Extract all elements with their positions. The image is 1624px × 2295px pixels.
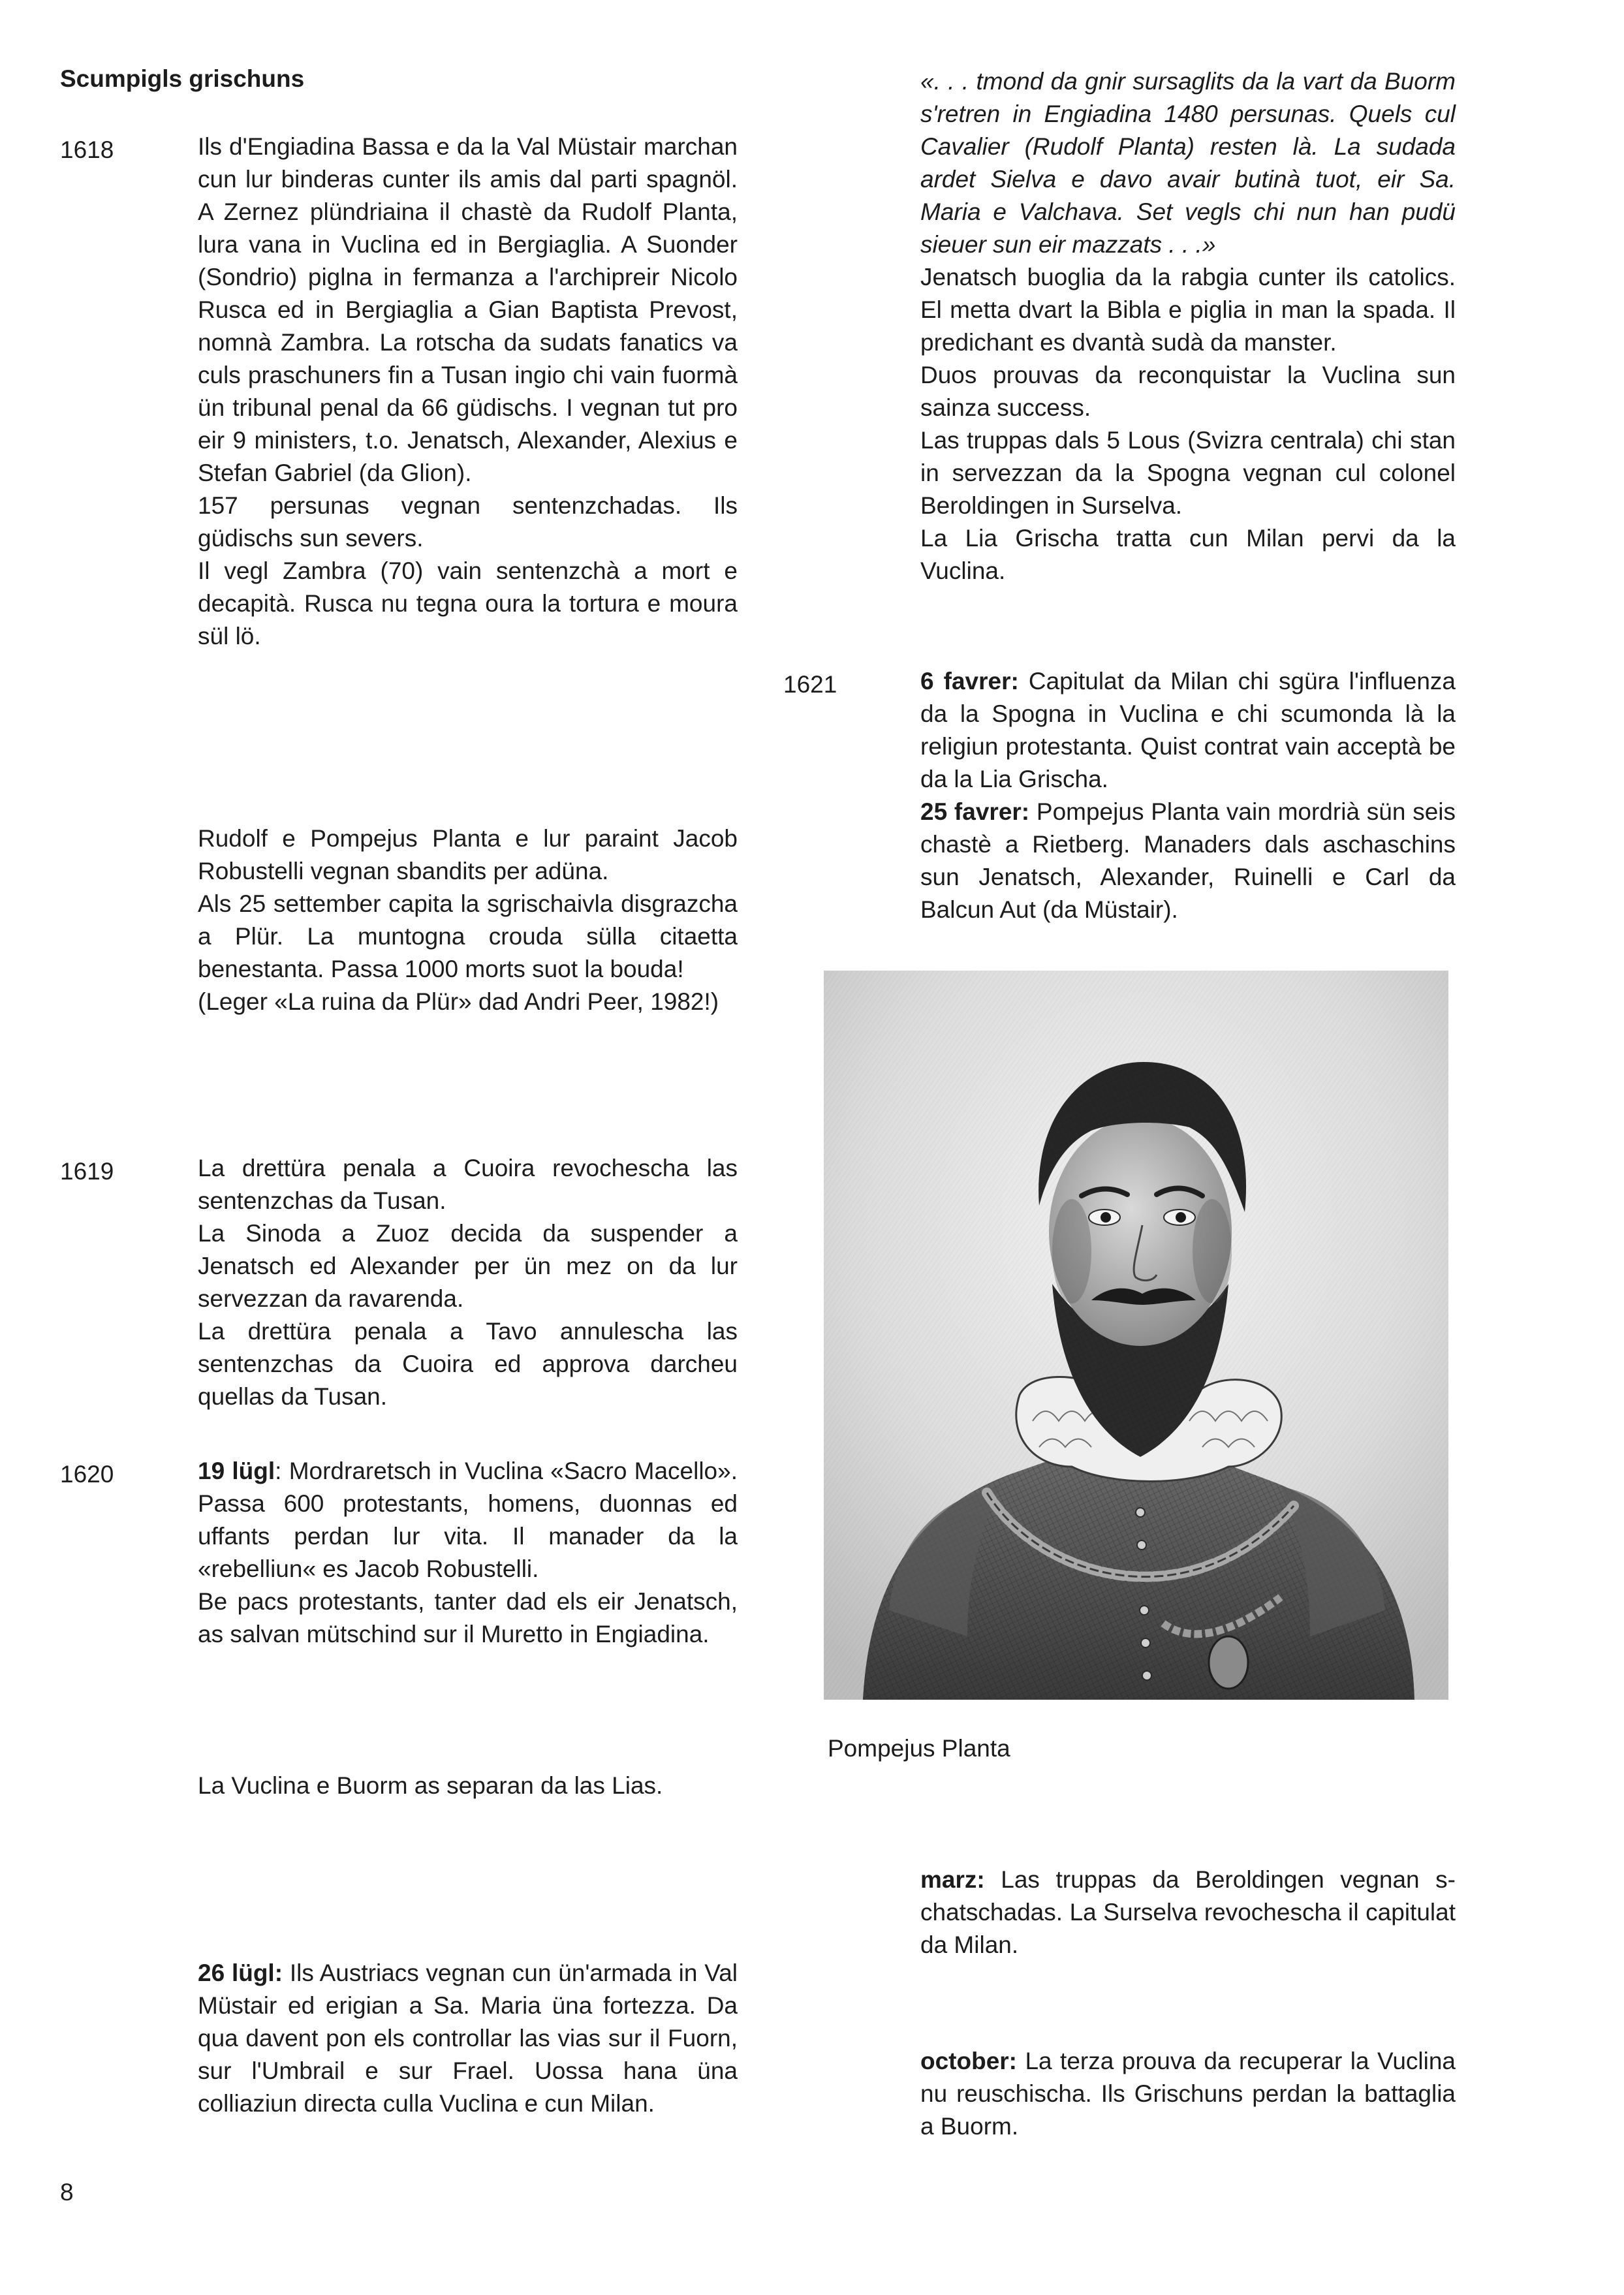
entry-separation [198, 1770, 738, 1802]
date-label: 6 favrer: [920, 668, 1019, 695]
paragraph: Las truppas dals 5 Lous (Svizra centrala) chi stan in servezzan da la Spogna vegnan cul colonel Beroldingen in Surselva. [920, 427, 1456, 519]
year-label-1618: 1618 [60, 136, 114, 163]
paragraph: La Sinoda a Zuoz decida da suspender a Jenatsch ed Alexander per ün mez on da lur servezzan da ravarenda. [198, 1220, 738, 1312]
date-label: october: [920, 2048, 1017, 2074]
paragraph: Duos prouvas da reconquistar la Vuclina sun sainza success. [920, 362, 1456, 421]
paragraph: Als 25 settember capita la sgrischaivla disgrazcha a Plür. La muntogna crouda sülla citaetta benestanta. Passa 1000 morts suot la bouda! [198, 890, 738, 982]
portrait-caption: Pompejus Planta [828, 1735, 1010, 1762]
paragraph: Ils d'Engiadina Bassa e da la Val Müstair marchan cun lur binderas cunter ils amis dal parti spagnöl. A Zernez plündriaina il chastè da Rudolf Planta, lura vana in Vuclina ed in Bergiaglia. A Suonder (Sondrio) piglna in fermanza a l'archipreir Nicolo Rusca ed in Bergiaglia a Gian Baptista Prevost, nomnà Zambra. La rotscha da sudats fanatics va culs praschuners fin a Tusan ingio chi vain fuormà ün tribunal penal da 66 güdischs. I vegnan tut pro eir 9 ministers, t.o. Jenatsch, Alexander, Alexius e Stefan Gabriel (da Glion). [198, 133, 738, 486]
paragraph [198, 1957, 738, 2120]
entry-text: Las truppas da Beroldingen vegnan s-chatschadas. La Surselva revochescha il capitulat da Milan. [920, 1866, 1456, 1958]
year-label-1619: 1619 [60, 1158, 114, 1185]
entry-quote-continuation [920, 65, 1456, 587]
entry-text: : Mordraretsch in Vuclina «Sacro Macello». Passa 600 protestants, homens, duonnas ed uffants perdan lur vita. Il manader da la «rebelliun« es Jacob Robustelli. [198, 1458, 738, 1582]
paragraph: (Leger «La ruina da Plür» dad Andri Peer, 1982!) [198, 988, 719, 1015]
portrait-illustration [824, 971, 1448, 1700]
entry-1621 [920, 665, 1456, 926]
date-label: 19 lügl [198, 1458, 275, 1484]
paragraph: La Vuclina e Buorm as separan da las Lias. [198, 1772, 663, 1799]
entry-banishment [198, 822, 738, 1018]
paragraph: La drettüra penala a Cuoira revochescha las sentenzchas da Tusan. [198, 1155, 738, 1214]
entry-1620 [198, 1455, 738, 1651]
entry-1619 [198, 1152, 738, 1413]
entry-october [920, 2045, 1456, 2143]
quote-paragraph: «. . . tmond da gnir sursaglits da la vart da Buorm s'retren in Engiadina 1480 persunas. Quels cul Cavalier (Rudolf Planta) resten là. La sudada ardet Sielva e davo avair butinà tuot, eir Sa. Maria e Valchava. Set vegls chi nun han pudü sieuer sun eir mazzats . . .» [920, 68, 1456, 258]
entry-text: Capitulat da Milan chi sgüra l'influenza da la Spogna in Vuclina e chi scumonda là la religiun protestanta. Quist contrat vain acceptà be da la Lia Grischa. [920, 668, 1456, 792]
entry-text: Pompejus Planta vain mordrià sün seis chastè a Rietberg. Manaders dals aschaschins sun Jenatsch, Alexander, Ruinelli e Carl da Balcun Aut (da Müstair). [920, 798, 1456, 923]
entry-text: Ils Austriacs vegnan cun ün'armada in Val Müstair ed erigian a Sa. Maria üna fortezza. Da qua davent pon els controllar las vias sur il Fuorn, sur l'Umbrail e sur Frael. Uossa hana üna colliaziun directa culla Vuclina e cun Milan. [198, 1959, 738, 2117]
entry-1618 [198, 131, 738, 653]
entry-text: La terza prouva da recuperar la Vuclina nu reuschischa. Ils Grischuns perdan la battaglia a Buorm. [920, 2048, 1456, 2140]
paragraph [198, 1455, 738, 1585]
paragraph [920, 2045, 1456, 2143]
page-heading: Scumpigls grischuns [60, 65, 305, 92]
paragraph: Rudolf e Pompejus Planta e lur paraint Jacob Robustelli vegnan sbandits per adüna. [198, 825, 738, 884]
paragraph [920, 665, 1456, 796]
date-label: 25 favrer: [920, 798, 1030, 825]
year-label-1620: 1620 [60, 1461, 114, 1488]
year-label-1621: 1621 [783, 671, 837, 698]
paragraph: La drettüra penala a Tavo annulescha las sentenzchas da Cuoira ed approva darcheu quellas da Tusan. [198, 1318, 738, 1410]
paragraph: La Lia Grischa tratta cun Milan pervi da la Vuclina. [920, 525, 1456, 584]
paragraph: Jenatsch buoglia da la rabgia cunter ils catolics. El metta dvart la Bibla e piglia in man la spada. Il predichant es dvantà sudà da manster. [920, 264, 1456, 356]
entry-march [920, 1864, 1456, 1961]
paragraph: Il vegl Zambra (70) vain sentenzchà a mort e decapità. Rusca nu tegna oura la tortura e moura sül lö. [198, 557, 738, 649]
entry-july-26 [198, 1957, 738, 2120]
paragraph: Be pacs protestants, tanter dad els eir Jenatsch, as salvan mütschind sur il Muretto in Engiadina. [198, 1588, 738, 1647]
page-number: 8 [60, 2179, 74, 2206]
date-label: 26 lügl: [198, 1959, 283, 1986]
paragraph [920, 1864, 1456, 1961]
date-label: marz: [920, 1866, 985, 1893]
paragraph: 157 persunas vegnan sentenzchadas. Ils güdischs sun severs. [198, 492, 738, 552]
paragraph [920, 796, 1456, 926]
